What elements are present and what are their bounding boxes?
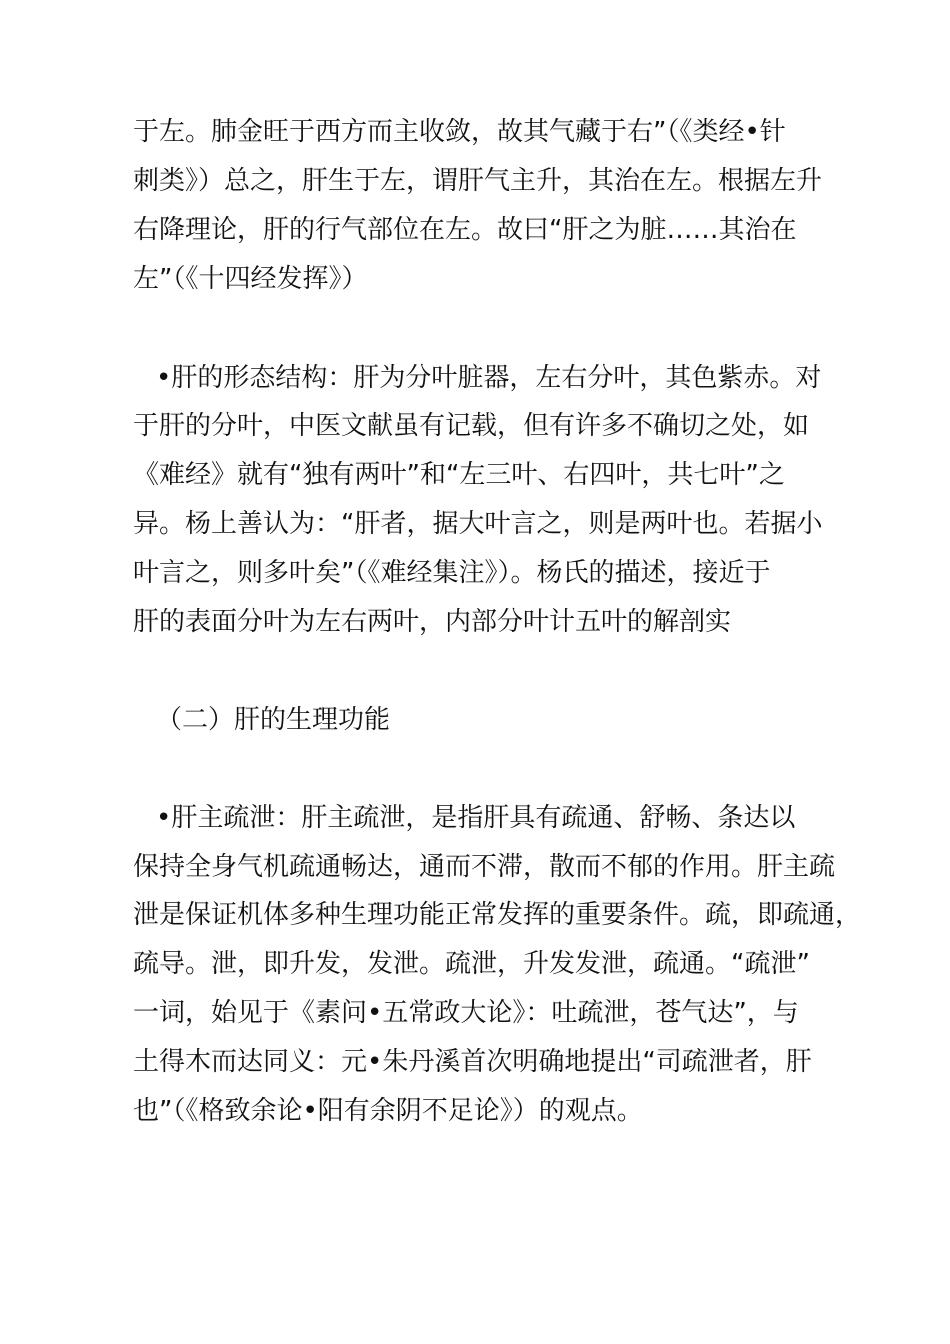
text-line: 泄是保证机体多种生理功能正常发挥的重要条件。疏，即疏通， [133,900,862,930]
text-line: •肝主疏泄：肝主疏泄，是指肝具有疏通、舒畅、条达以 [156,803,796,833]
text-line: 也”（《格致余论•阳有余阴不足论》）的观点。 [133,1096,643,1126]
text-line: 右降理论，肝的行气部位在左。故曰“肝之为脏……其治在 [133,215,797,245]
text-line: 异。杨上善认为：“肝者，据大叶言之，则是两叶也。若据小 [133,509,823,539]
text-line: 刺类》）总之，肝生于左，谓肝气主升，其治在左。根据左升 [133,166,823,196]
text-line: 肝的表面分叶为左右两叶，内部分叶计五叶的解剖实 [133,607,732,637]
text-line: 于左。肺金旺于西方而主收敛，故其气藏于右”（《类经•针 [133,117,786,147]
text-line: 疏导。泄，即升发，发泄。疏泄，升发发泄，疏通。“疏泄” [133,949,810,979]
text-line: 于肝的分叶，中医文献虽有记载，但有许多不确切之处，如 [133,411,810,441]
text-line: 保持全身气机疏通畅达，通而不滞，散而不郁的作用。肝主疏 [133,852,836,882]
text-line: 叶言之，则多叶矣”（《难经集注》）。杨氏的描述，接近于 [133,558,771,588]
text-line: •肝的形态结构：肝为分叶脏器，左右分叶，其色紫赤。对 [156,363,822,393]
text-line: 《难经》就有“独有两叶”和“左三叶、右四叶，共七叶”之 [133,460,785,490]
text-line: 土得木而达同义：元•朱丹溪首次明确地提出“司疏泄者，肝 [133,1047,812,1077]
text-line: 一词，始见于《素问•五常政大论》：吐疏泄，苍气达”，与 [133,998,799,1028]
text-line: 左”（《十四经发挥》） [133,264,368,294]
section-heading: （二）肝的生理功能 [156,705,391,735]
